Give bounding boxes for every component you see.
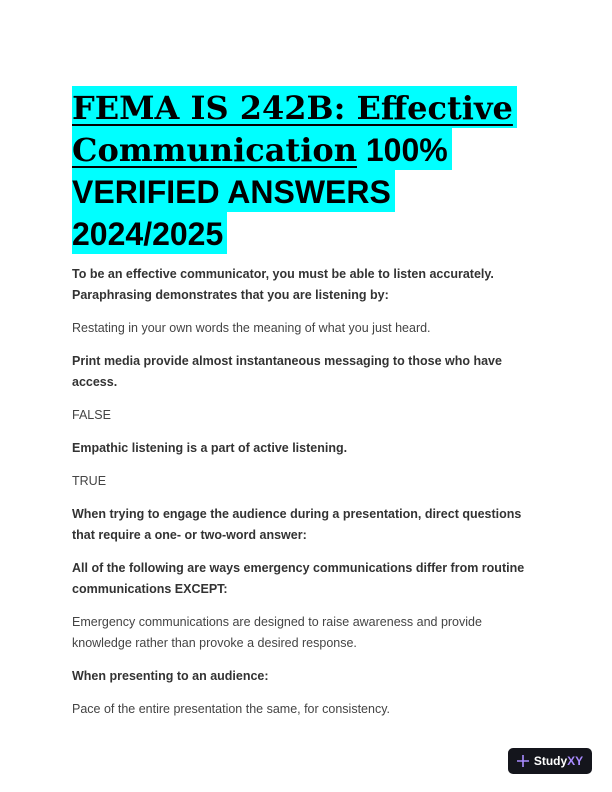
title-line-2-rest: 100% [356, 132, 448, 168]
question-1: To be an effective communicator, you must be able to listen accurately. Paraphrasing demonstrates that you are listening by: [72, 267, 494, 302]
document-title [72, 86, 513, 254]
question-3: Empathic listening is a part of active listening. [72, 441, 348, 455]
title-line-1: FEMA IS 242B: Effective [72, 86, 517, 128]
title-link[interactable]: Communication [72, 131, 357, 169]
answer-5: Emergency communications are designed to raise awareness and provide knowledge rather than provoke a desired response. [72, 615, 482, 650]
question-5: All of the following are ways emergency communications differ from routine communications EXCEPT: [72, 561, 525, 596]
title-line-3: VERIFIED ANSWERS [72, 170, 395, 212]
brand-accent: XY [567, 754, 584, 768]
answer-3: TRUE [72, 474, 107, 488]
title-line-2 [72, 128, 452, 170]
plus-sparkle-icon [517, 755, 529, 767]
title-line-4: 2024/2025 [72, 212, 227, 254]
question-6: When presenting to an audience: [72, 669, 269, 683]
question-4: When trying to engage the audience during a presentation, direct questions that require a one- or two-word answer: [72, 507, 522, 542]
answer-2: FALSE [72, 408, 111, 422]
answer-1: Restating in your own words the meaning of what you just heard. [72, 321, 431, 335]
question-2: Print media provide almost instantaneous messaging to those who have access. [72, 354, 502, 389]
studyxy-badge[interactable] [508, 748, 592, 774]
answer-6: Pace of the entire presentation the same, for consistency. [72, 702, 390, 716]
qa-list [72, 264, 542, 720]
brand-main: Study [533, 754, 568, 768]
